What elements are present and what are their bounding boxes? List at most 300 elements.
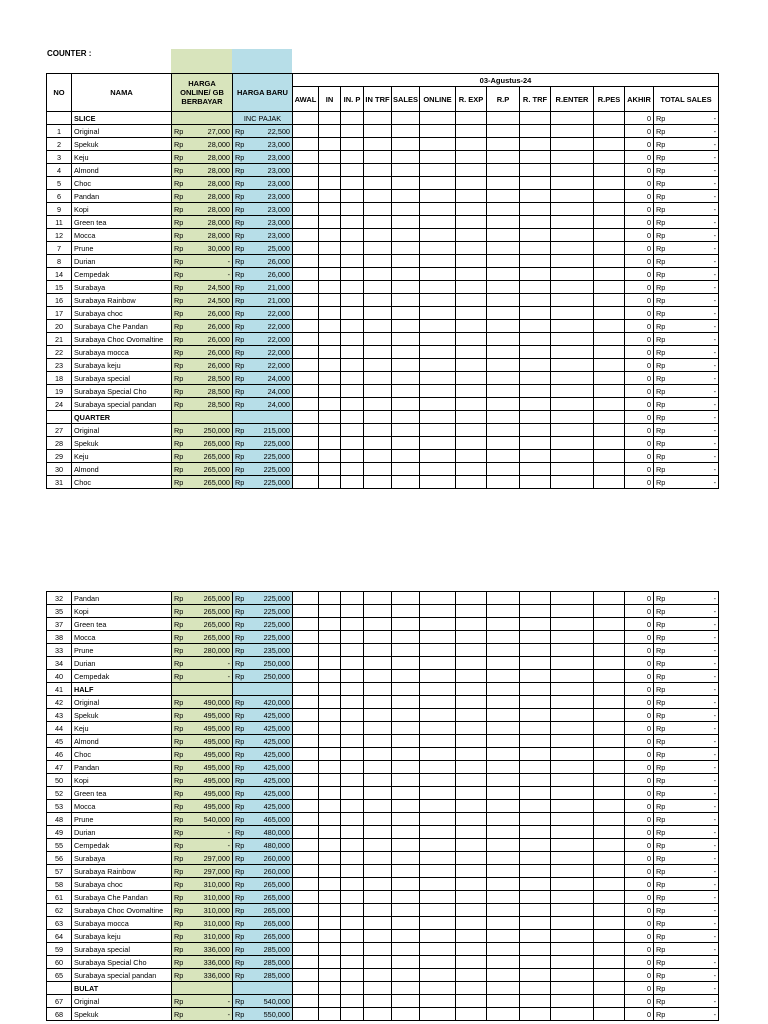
input-cell[interactable] [551,190,594,203]
input-cell[interactable] [456,982,487,995]
input-cell[interactable] [319,657,341,670]
input-cell[interactable] [364,190,392,203]
input-cell[interactable] [420,268,456,281]
input-cell[interactable] [456,242,487,255]
input-cell[interactable] [551,904,594,917]
input-cell[interactable] [594,177,625,190]
input-cell[interactable] [364,683,392,696]
input-cell[interactable] [319,878,341,891]
input-cell[interactable] [520,385,551,398]
input-cell[interactable] [487,1008,520,1021]
input-cell[interactable] [551,450,594,463]
input-cell[interactable] [487,657,520,670]
input-cell[interactable] [319,800,341,813]
input-cell[interactable] [364,281,392,294]
input-cell[interactable] [594,917,625,930]
input-cell[interactable] [456,437,487,450]
input-cell[interactable] [319,930,341,943]
input-cell[interactable] [551,800,594,813]
input-cell[interactable] [319,943,341,956]
input-cell[interactable] [319,709,341,722]
input-cell[interactable] [364,333,392,346]
input-cell[interactable] [364,865,392,878]
input-cell[interactable] [341,826,364,839]
input-cell[interactable] [487,450,520,463]
input-cell[interactable] [392,644,420,657]
input-cell[interactable] [392,398,420,411]
input-cell[interactable] [594,190,625,203]
input-cell[interactable] [293,242,319,255]
input-cell[interactable] [551,956,594,969]
input-cell[interactable] [341,761,364,774]
input-cell[interactable] [420,917,456,930]
input-cell[interactable] [551,865,594,878]
input-cell[interactable] [551,307,594,320]
input-cell[interactable] [456,320,487,333]
input-cell[interactable] [487,190,520,203]
input-cell[interactable] [392,411,420,424]
input-cell[interactable] [420,761,456,774]
input-cell[interactable] [487,281,520,294]
input-cell[interactable] [487,761,520,774]
input-cell[interactable] [364,969,392,982]
input-cell[interactable] [341,372,364,385]
input-cell[interactable] [319,787,341,800]
input-cell[interactable] [456,294,487,307]
input-cell[interactable] [392,203,420,216]
input-cell[interactable] [594,463,625,476]
input-cell[interactable] [341,463,364,476]
input-cell[interactable] [594,242,625,255]
input-cell[interactable] [364,774,392,787]
input-cell[interactable] [456,683,487,696]
input-cell[interactable] [456,657,487,670]
input-cell[interactable] [392,995,420,1008]
input-cell[interactable] [456,125,487,138]
input-cell[interactable] [392,164,420,177]
input-cell[interactable] [319,385,341,398]
input-cell[interactable] [487,605,520,618]
input-cell[interactable] [594,826,625,839]
input-cell[interactable] [551,982,594,995]
input-cell[interactable] [319,683,341,696]
input-cell[interactable] [319,125,341,138]
input-cell[interactable] [520,800,551,813]
input-cell[interactable] [456,839,487,852]
input-cell[interactable] [420,891,456,904]
input-cell[interactable] [487,320,520,333]
input-cell[interactable] [420,592,456,605]
input-cell[interactable] [319,670,341,683]
input-cell[interactable] [392,424,420,437]
input-cell[interactable] [319,242,341,255]
input-cell[interactable] [487,138,520,151]
input-cell[interactable] [487,372,520,385]
input-cell[interactable] [392,839,420,852]
input-cell[interactable] [420,631,456,644]
input-cell[interactable] [420,865,456,878]
input-cell[interactable] [364,216,392,229]
input-cell[interactable] [420,203,456,216]
input-cell[interactable] [594,813,625,826]
input-cell[interactable] [293,904,319,917]
input-cell[interactable] [319,904,341,917]
input-cell[interactable] [319,839,341,852]
input-cell[interactable] [392,359,420,372]
input-cell[interactable] [456,761,487,774]
input-cell[interactable] [520,683,551,696]
input-cell[interactable] [594,722,625,735]
input-cell[interactable] [594,605,625,618]
input-cell[interactable] [551,138,594,151]
input-cell[interactable] [392,930,420,943]
input-cell[interactable] [392,787,420,800]
input-cell[interactable] [392,190,420,203]
input-cell[interactable] [293,138,319,151]
input-cell[interactable] [420,307,456,320]
input-cell[interactable] [594,138,625,151]
input-cell[interactable] [520,813,551,826]
input-cell[interactable] [420,463,456,476]
input-cell[interactable] [392,112,420,125]
input-cell[interactable] [392,878,420,891]
input-cell[interactable] [551,891,594,904]
input-cell[interactable] [456,164,487,177]
input-cell[interactable] [364,255,392,268]
input-cell[interactable] [293,956,319,969]
input-cell[interactable] [456,177,487,190]
input-cell[interactable] [392,605,420,618]
input-cell[interactable] [594,943,625,956]
input-cell[interactable] [520,631,551,644]
input-cell[interactable] [364,722,392,735]
input-cell[interactable] [551,709,594,722]
input-cell[interactable] [551,813,594,826]
input-cell[interactable] [293,761,319,774]
input-cell[interactable] [364,268,392,281]
input-cell[interactable] [420,229,456,242]
input-cell[interactable] [293,670,319,683]
input-cell[interactable] [594,411,625,424]
input-cell[interactable] [551,774,594,787]
input-cell[interactable] [420,839,456,852]
input-cell[interactable] [520,969,551,982]
input-cell[interactable] [293,982,319,995]
input-cell[interactable] [456,826,487,839]
input-cell[interactable] [420,255,456,268]
input-cell[interactable] [520,930,551,943]
input-cell[interactable] [520,644,551,657]
input-cell[interactable] [487,307,520,320]
input-cell[interactable] [392,696,420,709]
input-cell[interactable] [420,190,456,203]
input-cell[interactable] [551,294,594,307]
input-cell[interactable] [364,385,392,398]
input-cell[interactable] [594,592,625,605]
input-cell[interactable] [392,917,420,930]
input-cell[interactable] [456,216,487,229]
input-cell[interactable] [293,476,319,489]
input-cell[interactable] [293,865,319,878]
input-cell[interactable] [341,1008,364,1021]
input-cell[interactable] [293,385,319,398]
input-cell[interactable] [551,748,594,761]
input-cell[interactable] [293,112,319,125]
input-cell[interactable] [319,592,341,605]
input-cell[interactable] [392,670,420,683]
input-cell[interactable] [487,800,520,813]
input-cell[interactable] [456,138,487,151]
input-cell[interactable] [364,177,392,190]
input-cell[interactable] [520,956,551,969]
input-cell[interactable] [520,411,551,424]
input-cell[interactable] [456,865,487,878]
input-cell[interactable] [364,748,392,761]
input-cell[interactable] [456,956,487,969]
input-cell[interactable] [420,138,456,151]
input-cell[interactable] [487,813,520,826]
input-cell[interactable] [319,982,341,995]
input-cell[interactable] [551,255,594,268]
input-cell[interactable] [293,722,319,735]
input-cell[interactable] [551,722,594,735]
input-cell[interactable] [520,255,551,268]
input-cell[interactable] [341,631,364,644]
input-cell[interactable] [341,839,364,852]
input-cell[interactable] [551,787,594,800]
input-cell[interactable] [520,696,551,709]
input-cell[interactable] [520,125,551,138]
input-cell[interactable] [392,1008,420,1021]
input-cell[interactable] [594,774,625,787]
input-cell[interactable] [551,164,594,177]
input-cell[interactable] [341,151,364,164]
input-cell[interactable] [392,657,420,670]
input-cell[interactable] [487,333,520,346]
input-cell[interactable] [341,930,364,943]
input-cell[interactable] [487,982,520,995]
input-cell[interactable] [456,904,487,917]
input-cell[interactable] [319,346,341,359]
input-cell[interactable] [420,359,456,372]
input-cell[interactable] [456,268,487,281]
input-cell[interactable] [594,865,625,878]
input-cell[interactable] [420,346,456,359]
input-cell[interactable] [456,618,487,631]
input-cell[interactable] [364,605,392,618]
input-cell[interactable] [319,229,341,242]
input-cell[interactable] [551,411,594,424]
input-cell[interactable] [293,800,319,813]
input-cell[interactable] [551,618,594,631]
input-cell[interactable] [551,476,594,489]
input-cell[interactable] [520,424,551,437]
input-cell[interactable] [420,294,456,307]
input-cell[interactable] [456,372,487,385]
input-cell[interactable] [551,852,594,865]
input-cell[interactable] [551,761,594,774]
input-cell[interactable] [456,398,487,411]
input-cell[interactable] [456,670,487,683]
input-cell[interactable] [341,995,364,1008]
input-cell[interactable] [364,359,392,372]
input-cell[interactable] [456,722,487,735]
input-cell[interactable] [487,411,520,424]
input-cell[interactable] [364,917,392,930]
input-cell[interactable] [594,644,625,657]
input-cell[interactable] [551,242,594,255]
input-cell[interactable] [594,891,625,904]
input-cell[interactable] [341,683,364,696]
input-cell[interactable] [293,917,319,930]
input-cell[interactable] [551,112,594,125]
input-cell[interactable] [551,826,594,839]
input-cell[interactable] [364,800,392,813]
input-cell[interactable] [594,982,625,995]
input-cell[interactable] [456,878,487,891]
input-cell[interactable] [364,125,392,138]
input-cell[interactable] [293,878,319,891]
input-cell[interactable] [520,1008,551,1021]
input-cell[interactable] [420,956,456,969]
input-cell[interactable] [364,930,392,943]
input-cell[interactable] [551,1008,594,1021]
input-cell[interactable] [293,437,319,450]
input-cell[interactable] [293,891,319,904]
input-cell[interactable] [520,722,551,735]
input-cell[interactable] [392,631,420,644]
input-cell[interactable] [319,631,341,644]
input-cell[interactable] [487,670,520,683]
input-cell[interactable] [594,294,625,307]
input-cell[interactable] [319,437,341,450]
input-cell[interactable] [594,696,625,709]
input-cell[interactable] [456,800,487,813]
input-cell[interactable] [487,424,520,437]
input-cell[interactable] [392,761,420,774]
input-cell[interactable] [551,268,594,281]
input-cell[interactable] [487,696,520,709]
input-cell[interactable] [594,333,625,346]
input-cell[interactable] [551,943,594,956]
input-cell[interactable] [392,372,420,385]
input-cell[interactable] [456,891,487,904]
input-cell[interactable] [520,112,551,125]
input-cell[interactable] [319,463,341,476]
input-cell[interactable] [551,346,594,359]
input-cell[interactable] [487,631,520,644]
input-cell[interactable] [551,644,594,657]
input-cell[interactable] [551,398,594,411]
input-cell[interactable] [594,164,625,177]
input-cell[interactable] [392,774,420,787]
input-cell[interactable] [364,826,392,839]
input-cell[interactable] [487,437,520,450]
input-cell[interactable] [364,696,392,709]
input-cell[interactable] [520,242,551,255]
input-cell[interactable] [420,411,456,424]
input-cell[interactable] [551,930,594,943]
input-cell[interactable] [594,385,625,398]
input-cell[interactable] [594,1008,625,1021]
input-cell[interactable] [293,255,319,268]
input-cell[interactable] [392,294,420,307]
input-cell[interactable] [319,398,341,411]
input-cell[interactable] [293,943,319,956]
input-cell[interactable] [594,398,625,411]
input-cell[interactable] [594,683,625,696]
input-cell[interactable] [551,151,594,164]
input-cell[interactable] [456,995,487,1008]
input-cell[interactable] [551,670,594,683]
input-cell[interactable] [293,969,319,982]
input-cell[interactable] [551,216,594,229]
input-cell[interactable] [456,787,487,800]
input-cell[interactable] [341,657,364,670]
input-cell[interactable] [551,125,594,138]
input-cell[interactable] [520,450,551,463]
input-cell[interactable] [420,424,456,437]
input-cell[interactable] [341,748,364,761]
input-cell[interactable] [392,735,420,748]
input-cell[interactable] [456,917,487,930]
input-cell[interactable] [341,437,364,450]
input-cell[interactable] [293,411,319,424]
input-cell[interactable] [594,476,625,489]
input-cell[interactable] [456,852,487,865]
input-cell[interactable] [594,878,625,891]
input-cell[interactable] [293,398,319,411]
input-cell[interactable] [293,644,319,657]
input-cell[interactable] [594,281,625,294]
input-cell[interactable] [551,683,594,696]
input-cell[interactable] [420,437,456,450]
input-cell[interactable] [594,255,625,268]
input-cell[interactable] [456,190,487,203]
input-cell[interactable] [551,995,594,1008]
input-cell[interactable] [293,333,319,346]
input-cell[interactable] [456,346,487,359]
input-cell[interactable] [520,463,551,476]
input-cell[interactable] [420,800,456,813]
input-cell[interactable] [319,268,341,281]
input-cell[interactable] [364,320,392,333]
input-cell[interactable] [319,735,341,748]
input-cell[interactable] [456,631,487,644]
input-cell[interactable] [364,787,392,800]
input-cell[interactable] [364,943,392,956]
input-cell[interactable] [364,151,392,164]
input-cell[interactable] [341,125,364,138]
input-cell[interactable] [319,865,341,878]
input-cell[interactable] [520,190,551,203]
input-cell[interactable] [551,839,594,852]
input-cell[interactable] [293,177,319,190]
input-cell[interactable] [420,242,456,255]
input-cell[interactable] [293,294,319,307]
input-cell[interactable] [293,216,319,229]
input-cell[interactable] [341,177,364,190]
input-cell[interactable] [520,748,551,761]
input-cell[interactable] [594,787,625,800]
input-cell[interactable] [420,450,456,463]
input-cell[interactable] [341,398,364,411]
input-cell[interactable] [456,359,487,372]
input-cell[interactable] [420,605,456,618]
input-cell[interactable] [392,125,420,138]
input-cell[interactable] [293,164,319,177]
input-cell[interactable] [487,112,520,125]
